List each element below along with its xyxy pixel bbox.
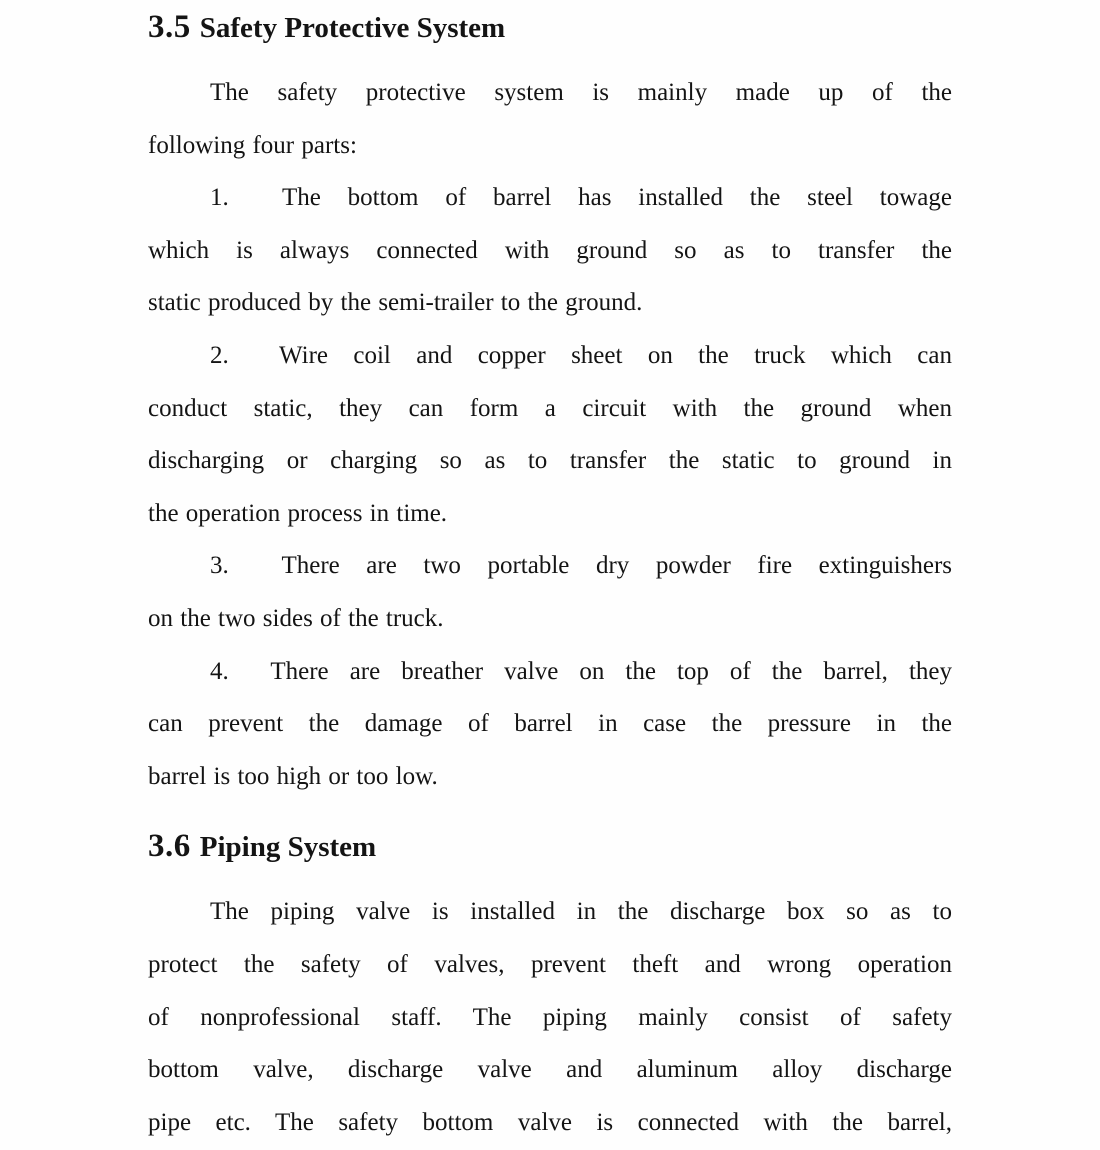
paragraph-item-4	[148, 646, 952, 804]
text-line: 2. Wire coil and copper sheet on the truck which can	[210, 341, 952, 369]
text-line: on the two sides of the truck.	[148, 604, 444, 632]
text-line: discharging or charging so as to transfer the static to ground in	[148, 447, 952, 475]
text-line: 3. There are two portable dry powder fire extinguishers	[210, 552, 952, 580]
text-line: which is always connected with ground so as to transfer the	[148, 236, 952, 264]
section-heading-3-6	[148, 825, 952, 870]
paragraph-piping	[148, 886, 952, 1149]
section-title: Safety Protective System	[199, 12, 506, 44]
text-line: conduct static, they can form a circuit with the ground when	[148, 394, 952, 422]
text-line: the operation process in time.	[148, 499, 448, 527]
paragraph-item-2	[148, 330, 952, 540]
text-line: protect the safety of valves, prevent theft and wrong operation	[148, 950, 952, 978]
document-content	[148, 6, 952, 1149]
section-title: Piping System	[199, 831, 377, 864]
section-number: 3.5	[148, 9, 191, 45]
text-line: following four parts:	[148, 131, 357, 159]
paragraph-item-1	[148, 172, 952, 330]
text-line: The piping valve is installed in the discharge box so as to	[210, 898, 952, 926]
paragraph-item-3	[148, 540, 952, 645]
text-line: 1. The bottom of barrel has installed the steel towage	[210, 184, 952, 212]
paragraph-intro	[148, 67, 952, 172]
text-line: pipe etc. The safety bottom valve is connected with the barrel,	[148, 1108, 952, 1136]
text-line: bottom valve, discharge valve and aluminum alloy discharge	[148, 1056, 952, 1084]
text-line: barrel is too high or too low.	[148, 762, 438, 790]
text-line: of nonprofessional staff. The piping mainly consist of safety	[148, 1003, 952, 1031]
text-line: can prevent the damage of barrel in case the pressure in the	[148, 710, 952, 738]
section-heading-3-5	[148, 6, 952, 51]
text-line: The safety protective system is mainly made up of the	[210, 79, 952, 106]
section-number: 3.6	[148, 828, 191, 865]
text-line: static produced by the semi-trailer to the ground.	[148, 289, 643, 317]
text-line: 4. There are breather valve on the top of the barrel, they	[210, 657, 952, 685]
